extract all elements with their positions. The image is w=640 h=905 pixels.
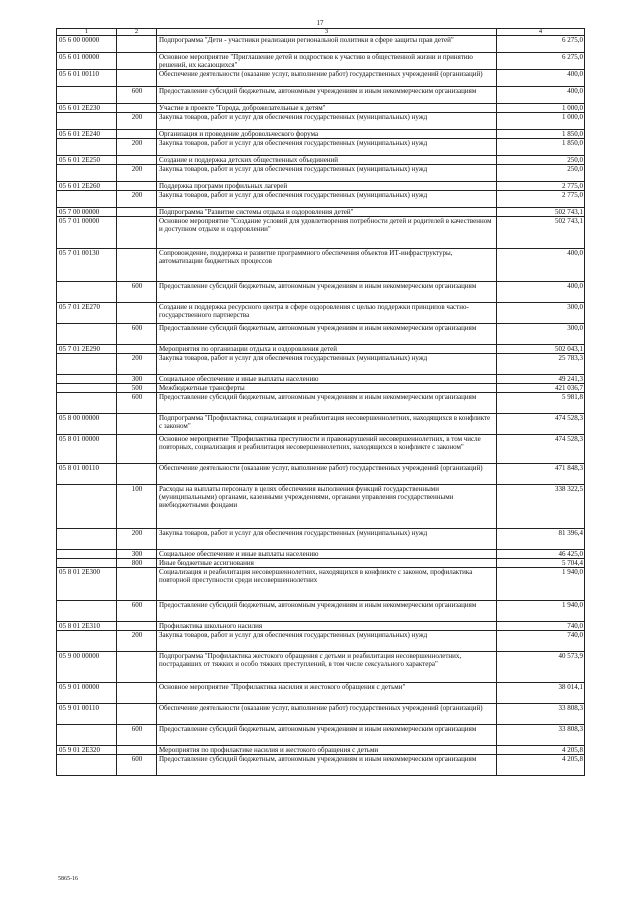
row-amount: 1 940,0 bbox=[497, 568, 585, 601]
budget-table bbox=[56, 28, 585, 776]
row-expense-type bbox=[117, 182, 157, 191]
row-amount: 250,0 bbox=[497, 156, 585, 165]
column-header-4: 4 bbox=[497, 29, 585, 36]
row-name: Закупка товаров, работ и услуг для обеспечения государственных (муниципальных) нужд bbox=[157, 191, 497, 208]
row-amount: 1 940,0 bbox=[497, 601, 585, 622]
row-amount: 502 743,1 bbox=[497, 208, 585, 217]
row-expense-type: 300 bbox=[117, 375, 157, 384]
row-amount: 400,0 bbox=[497, 282, 585, 303]
row-amount: 1 000,0 bbox=[497, 113, 585, 130]
row-expense-type bbox=[117, 156, 157, 165]
row-name: Обеспечение деятельности (оказание услуг, выполнение работ) государственных учреждений (организаций) bbox=[157, 704, 497, 725]
row-amount: 474 528,3 bbox=[497, 414, 585, 435]
row-amount: 6 275,0 bbox=[497, 53, 585, 70]
row-code bbox=[57, 113, 117, 130]
row-expense-type: 600 bbox=[117, 324, 157, 345]
row-name: Создание и поддержка ресурсного центра в сфере оздоровления с целью поддержки принципов частно-государственного партнерства bbox=[157, 303, 497, 324]
row-name: Основное мероприятие "Профилактика насилия и жестокого обращения с детьми" bbox=[157, 683, 497, 704]
table-row bbox=[57, 53, 585, 70]
row-name: Социальное обеспечение и иные выплаты населению bbox=[157, 550, 497, 559]
table-row bbox=[57, 139, 585, 156]
row-amount: 740,0 bbox=[497, 631, 585, 652]
column-header-1: 1 bbox=[57, 29, 117, 36]
row-amount: 4 205,8 bbox=[497, 755, 585, 776]
row-code bbox=[57, 165, 117, 182]
table-row bbox=[57, 104, 585, 113]
row-amount: 2 775,0 bbox=[497, 191, 585, 208]
row-code: 05 6 01 2Е260 bbox=[57, 182, 117, 191]
row-name: Предоставление субсидий бюджетным, автономным учреждениям и иным некоммерческим организациям bbox=[157, 393, 497, 414]
table-row bbox=[57, 303, 585, 324]
row-amount: 740,0 bbox=[497, 622, 585, 631]
row-name: Межбюджетные трансферты bbox=[157, 384, 497, 393]
row-expense-type bbox=[117, 104, 157, 113]
row-name: Мероприятия по профилактике насилия и жестокого обращения с детьми bbox=[157, 746, 497, 755]
row-amount: 502 743,1 bbox=[497, 217, 585, 249]
table-row bbox=[57, 375, 585, 384]
row-expense-type bbox=[117, 345, 157, 354]
row-code: 05 6 01 00000 bbox=[57, 53, 117, 70]
row-expense-type bbox=[117, 303, 157, 324]
row-name: Закупка товаров, работ и услуг для обеспечения государственных (муниципальных) нужд bbox=[157, 529, 497, 550]
row-amount: 1 850,0 bbox=[497, 130, 585, 139]
row-expense-type: 600 bbox=[117, 725, 157, 746]
table-row bbox=[57, 182, 585, 191]
row-code: 05 9 01 2Е320 bbox=[57, 746, 117, 755]
row-name: Обеспечение деятельности (оказание услуг, выполнение работ) государственных учреждений (организаций) bbox=[157, 70, 497, 87]
row-expense-type bbox=[117, 746, 157, 755]
row-code: 05 6 01 2Е240 bbox=[57, 130, 117, 139]
row-name: Подпрограмма "Профилактика жестокого обращения с детьми и реабилитация несовершеннолетних, пострадавших от тяжких и особо тяжких преступлений, в том числе сексуального характера" bbox=[157, 652, 497, 683]
row-code: 05 6 01 00110 bbox=[57, 70, 117, 87]
table-row bbox=[57, 324, 585, 345]
row-code: 05 9 01 00000 bbox=[57, 683, 117, 704]
row-amount: 49 241,3 bbox=[497, 375, 585, 384]
row-name: Поддержка программ профильных лагерей bbox=[157, 182, 497, 191]
row-expense-type: 200 bbox=[117, 165, 157, 182]
row-amount: 300,0 bbox=[497, 324, 585, 345]
row-expense-type: 200 bbox=[117, 354, 157, 375]
row-amount: 300,0 bbox=[497, 303, 585, 324]
table-header bbox=[57, 29, 585, 36]
row-expense-type: 200 bbox=[117, 139, 157, 156]
table-row bbox=[57, 87, 585, 104]
row-expense-type bbox=[117, 36, 157, 53]
row-expense-type bbox=[117, 208, 157, 217]
table-row bbox=[57, 191, 585, 208]
row-code bbox=[57, 529, 117, 550]
row-expense-type: 200 bbox=[117, 529, 157, 550]
row-code bbox=[57, 485, 117, 529]
row-name: Подпрограмма "Дети - участники реализации региональной политики в сфере защиты прав детей" bbox=[157, 36, 497, 53]
row-expense-type bbox=[117, 217, 157, 249]
table-row bbox=[57, 652, 585, 683]
row-code bbox=[57, 375, 117, 384]
row-code: 05 6 01 2Е250 bbox=[57, 156, 117, 165]
row-name: Основное мероприятие "Приглашение детей и подростков к участию в общественной жизни и принятию решений, их касающихся" bbox=[157, 53, 497, 70]
row-amount: 33 808,3 bbox=[497, 725, 585, 746]
table-row bbox=[57, 36, 585, 53]
row-expense-type bbox=[117, 249, 157, 282]
row-expense-type: 200 bbox=[117, 191, 157, 208]
table-row bbox=[57, 249, 585, 282]
row-amount: 250,0 bbox=[497, 165, 585, 182]
row-name: Закупка товаров, работ и услуг для обеспечения государственных (муниципальных) нужд bbox=[157, 354, 497, 375]
row-name: Основное мероприятие "Профилактика преступности и правонарушений несовершеннолетних, в том числе повторных, социализация и реабилитация несовершеннолетних, находящихся в конфликте с законом" bbox=[157, 435, 497, 464]
row-name: Предоставление субсидий бюджетным, автономным учреждениям и иным некоммерческим организациям bbox=[157, 87, 497, 104]
table-row bbox=[57, 683, 585, 704]
table-row bbox=[57, 559, 585, 568]
row-name: Профилактика школьного насилия bbox=[157, 622, 497, 631]
row-amount: 4 205,8 bbox=[497, 746, 585, 755]
table-row bbox=[57, 384, 585, 393]
row-expense-type bbox=[117, 414, 157, 435]
row-amount: 38 014,1 bbox=[497, 683, 585, 704]
row-amount: 421 036,7 bbox=[497, 384, 585, 393]
row-expense-type bbox=[117, 704, 157, 725]
table-row bbox=[57, 725, 585, 746]
table-row bbox=[57, 70, 585, 87]
table-row bbox=[57, 529, 585, 550]
row-name: Подпрограмма "Развитие системы отдыха и оздоровления детей" bbox=[157, 208, 497, 217]
row-name: Предоставление субсидий бюджетным, автономным учреждениям и иным некоммерческим организациям bbox=[157, 601, 497, 622]
row-amount: 5 704,4 bbox=[497, 559, 585, 568]
row-name: Основное мероприятие "Создание условий для удовлетворения потребности детей и родителей в качественном и доступном отдыхе и оздоровлении" bbox=[157, 217, 497, 249]
row-amount: 5 981,8 bbox=[497, 393, 585, 414]
column-header-3: 3 bbox=[157, 29, 497, 36]
row-name: Мероприятия по организации отдыха и оздоровления детей bbox=[157, 345, 497, 354]
row-expense-type bbox=[117, 53, 157, 70]
column-header-2: 2 bbox=[117, 29, 157, 36]
row-expense-type bbox=[117, 622, 157, 631]
row-amount: 33 808,3 bbox=[497, 704, 585, 725]
row-expense-type bbox=[117, 652, 157, 683]
row-name: Расходы на выплаты персоналу в целях обеспечения выполнения функций государственными (муниципальными) органами, казенными учреждениями, органами управления государственными внебюджетными фондами bbox=[157, 485, 497, 529]
row-expense-type: 600 bbox=[117, 282, 157, 303]
row-name: Социализация и реабилитация несовершеннолетних, находящихся в конфликте с законом, профилактика повторной преступности среди несовершеннолетних bbox=[157, 568, 497, 601]
row-code: 05 7 01 00000 bbox=[57, 217, 117, 249]
table-row bbox=[57, 568, 585, 601]
row-amount: 2 775,0 bbox=[497, 182, 585, 191]
row-amount: 1 850,0 bbox=[497, 139, 585, 156]
row-name: Сопровождение, поддержка и развитие программного обеспечения объектов ИТ-инфраструктуры, автоматизации бюджетных процессов bbox=[157, 249, 497, 282]
row-expense-type: 600 bbox=[117, 755, 157, 776]
row-expense-type: 300 bbox=[117, 550, 157, 559]
row-code bbox=[57, 755, 117, 776]
row-expense-type bbox=[117, 683, 157, 704]
row-expense-type: 800 bbox=[117, 559, 157, 568]
row-expense-type bbox=[117, 435, 157, 464]
table-row bbox=[57, 165, 585, 182]
table-row bbox=[57, 601, 585, 622]
row-expense-type: 100 bbox=[117, 485, 157, 529]
row-name: Закупка товаров, работ и услуг для обеспечения государственных (муниципальных) нужд bbox=[157, 165, 497, 182]
table-body bbox=[57, 36, 585, 776]
row-code bbox=[57, 384, 117, 393]
row-amount: 400,0 bbox=[497, 249, 585, 282]
table-row bbox=[57, 156, 585, 165]
row-code: 05 6 01 2Е230 bbox=[57, 104, 117, 113]
table-row bbox=[57, 217, 585, 249]
table-row bbox=[57, 282, 585, 303]
row-name: Участие в проекте "Города, доброжелательные к детям" bbox=[157, 104, 497, 113]
row-code: 05 8 01 00000 bbox=[57, 435, 117, 464]
header-row bbox=[57, 29, 585, 36]
page-number: 17 bbox=[316, 19, 324, 27]
row-expense-type: 200 bbox=[117, 113, 157, 130]
table-row bbox=[57, 393, 585, 414]
table-row bbox=[57, 345, 585, 354]
row-code: 05 8 01 2Е300 bbox=[57, 568, 117, 601]
row-expense-type: 600 bbox=[117, 601, 157, 622]
row-code bbox=[57, 191, 117, 208]
row-code bbox=[57, 550, 117, 559]
row-name: Создание и поддержка детских общественных объединений bbox=[157, 156, 497, 165]
row-name: Предоставление субсидий бюджетным, автономным учреждениям и иным некоммерческим организациям bbox=[157, 755, 497, 776]
row-expense-type bbox=[117, 70, 157, 87]
table-row bbox=[57, 550, 585, 559]
row-code bbox=[57, 393, 117, 414]
table-row bbox=[57, 746, 585, 755]
table-row bbox=[57, 622, 585, 631]
row-code bbox=[57, 601, 117, 622]
row-expense-type bbox=[117, 130, 157, 139]
table-row bbox=[57, 485, 585, 529]
row-name: Закупка товаров, работ и услуг для обеспечения государственных (муниципальных) нужд bbox=[157, 631, 497, 652]
table-row bbox=[57, 113, 585, 130]
row-expense-type bbox=[117, 568, 157, 601]
row-name: Организация и проведение добровольческого форума bbox=[157, 130, 497, 139]
row-amount: 471 848,3 bbox=[497, 464, 585, 485]
row-name: Закупка товаров, работ и услуг для обеспечения государственных (муниципальных) нужд bbox=[157, 139, 497, 156]
row-expense-type: 600 bbox=[117, 87, 157, 104]
footer-code: 5865-16 bbox=[58, 876, 78, 882]
row-amount: 40 573,9 bbox=[497, 652, 585, 683]
row-name: Подпрограмма "Профилактика, социализация и реабилитация несовершеннолетних, находящихся в конфликте с законом" bbox=[157, 414, 497, 435]
row-name: Обеспечение деятельности (оказание услуг, выполнение работ) государственных учреждений (организаций) bbox=[157, 464, 497, 485]
table-row bbox=[57, 755, 585, 776]
row-code: 05 7 01 2Е270 bbox=[57, 303, 117, 324]
row-code bbox=[57, 282, 117, 303]
row-amount: 25 783,3 bbox=[497, 354, 585, 375]
row-expense-type bbox=[117, 464, 157, 485]
row-code: 05 8 01 00110 bbox=[57, 464, 117, 485]
row-amount: 46 425,0 bbox=[497, 550, 585, 559]
row-amount: 400,0 bbox=[497, 70, 585, 87]
row-name: Предоставление субсидий бюджетным, автономным учреждениям и иным некоммерческим организациям bbox=[157, 282, 497, 303]
table-row bbox=[57, 435, 585, 464]
row-amount: 81 396,4 bbox=[497, 529, 585, 550]
row-code: 05 6 00 00000 bbox=[57, 36, 117, 53]
table-row bbox=[57, 354, 585, 375]
row-name: Предоставление субсидий бюджетным, автономным учреждениям и иным некоммерческим организациям bbox=[157, 324, 497, 345]
row-code bbox=[57, 139, 117, 156]
table-row bbox=[57, 130, 585, 139]
row-name: Иные бюджетные ассигнования bbox=[157, 559, 497, 568]
row-name: Социальное обеспечение и иные выплаты населению bbox=[157, 375, 497, 384]
row-amount: 400,0 bbox=[497, 87, 585, 104]
row-name: Закупка товаров, работ и услуг для обеспечения государственных (муниципальных) нужд bbox=[157, 113, 497, 130]
row-code bbox=[57, 559, 117, 568]
row-amount: 6 275,0 bbox=[497, 36, 585, 53]
table-row bbox=[57, 631, 585, 652]
row-expense-type: 200 bbox=[117, 631, 157, 652]
row-code: 05 7 01 00130 bbox=[57, 249, 117, 282]
row-code: 05 8 01 2Е310 bbox=[57, 622, 117, 631]
row-code bbox=[57, 725, 117, 746]
row-code bbox=[57, 87, 117, 104]
table-row bbox=[57, 208, 585, 217]
row-name: Предоставление субсидий бюджетным, автономным учреждениям и иным некоммерческим организациям bbox=[157, 725, 497, 746]
row-code: 05 7 00 00000 bbox=[57, 208, 117, 217]
row-amount: 338 322,5 bbox=[497, 485, 585, 529]
row-code bbox=[57, 631, 117, 652]
row-code bbox=[57, 324, 117, 345]
table-row bbox=[57, 414, 585, 435]
table-row bbox=[57, 704, 585, 725]
row-amount: 1 000,0 bbox=[497, 104, 585, 113]
table-row bbox=[57, 464, 585, 485]
row-amount: 502 043,1 bbox=[497, 345, 585, 354]
row-code: 05 9 01 00110 bbox=[57, 704, 117, 725]
row-code: 05 8 00 00000 bbox=[57, 414, 117, 435]
row-code: 05 7 01 2Е290 bbox=[57, 345, 117, 354]
row-code bbox=[57, 354, 117, 375]
row-code: 05 9 00 00000 bbox=[57, 652, 117, 683]
row-expense-type: 600 bbox=[117, 393, 157, 414]
row-expense-type: 500 bbox=[117, 384, 157, 393]
row-amount: 474 528,3 bbox=[497, 435, 585, 464]
